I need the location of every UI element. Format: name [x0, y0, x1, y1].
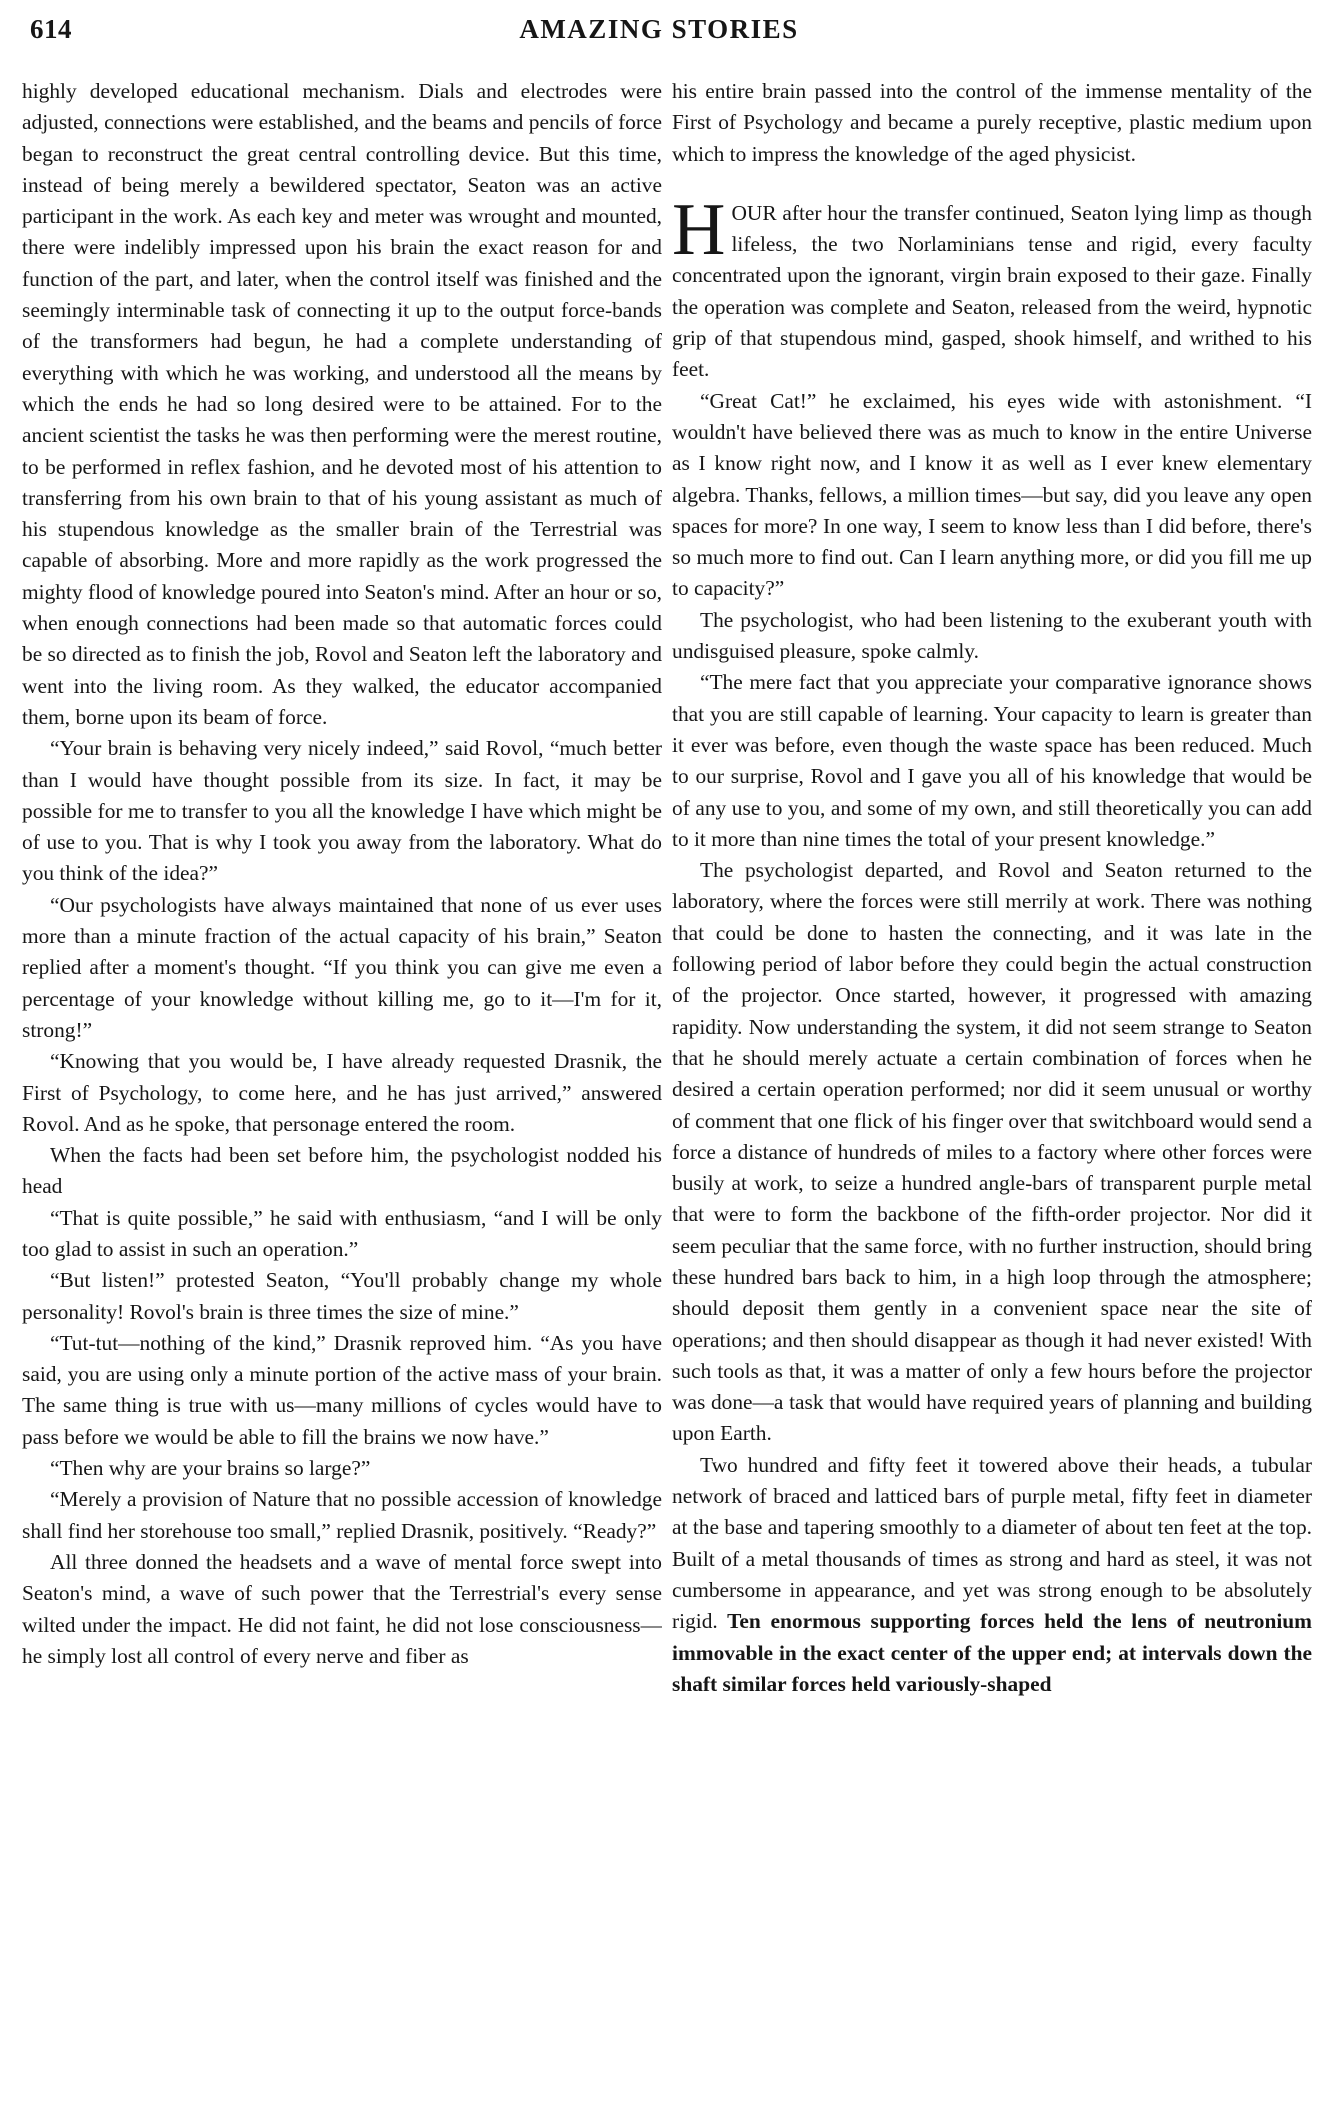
left-column	[22, 76, 662, 2098]
closing-text: Two hundred and fifty feet it towered above their heads, a tubular network of braced and latticed bars of purple metal, fifty feet in diameter at the base and tapering smoothly to a diameter of about ten feet at the top. Built of a metal thousands of times as strong and hard as steel, it was not cumbersome in appearance, and yet was strong enough to be absolutely rigid.	[672, 1452, 1312, 1634]
paragraph: “That is quite possible,” he said with enthusiasm, “and I will be only too glad to assist in such an operation.”	[22, 1205, 662, 1261]
paragraph: “Your brain is behaving very nicely indeed,” said Rovol, “much better than I would have thought possible from its size. In fact, it may be possible for me to transfer to you all the knowledge I have which might be of use to you. That is why I took you away from the laboratory. What do you think of the idea?”	[22, 736, 662, 886]
closing-paragraph	[672, 1450, 1312, 1700]
paragraph: The psychologist departed, and Rovol and Seaton returned to the laboratory, where the forces were still merrily at work. There was nothing that could be done to hasten the connecting, and it was late in the following period of labor before they could begin the actual construction of the projector. Once started, however, it progressed with amazing rapidity. Now understanding the system, it did not seem strange to Seaton that he should merely actuate a certain combination of forces when he desired a certain operation performed; nor did it seem unusual or worthy of comment that one flick of his finger over that switchboard would send a force a distance of hundreds of miles to a factory where other forces were busily at work, to seize a hundred angle-bars of transparent purple metal that were to form the backbone of the fifth-order projector. Nor did it seem peculiar that the same force, with no further instruction, should bring these hundred bars back to him, in a high loop through the atmosphere; should deposit them gently in a convenient space near the site of operations; and then should disappear as though it had never existed! With such tools as that, it was a matter of only a few hours before the projector was done—a task that would have required years of planning and building upon Earth.	[672, 858, 1312, 1446]
paragraph: his entire brain passed into the control of the immense mentality of the First of Psychology and became a purely receptive, plastic medium upon which to impress the knowledge of the aged physicist.	[672, 79, 1312, 166]
paragraph: “Merely a provision of Nature that no possible accession of knowledge shall find her storehouse too small,” replied Drasnik, positively. “Ready?”	[22, 1487, 662, 1543]
section-opening-text: OUR after hour the transfer continued, Seaton lying limp as though lifeless, the two Norlaminians tense and rigid, every faculty concentrated upon the ignorant, virgin brain exposed to their gaze. Finally the operation was complete and Seaton, released from the weird, hypnotic grip of that stupendous mind, gasped, shook himself, and writhed to his feet.	[672, 200, 1312, 382]
paragraph: “But listen!” protested Seaton, “You'll probably change my whole personality! Rovol's brain is three times the size of mine.”	[22, 1268, 662, 1324]
drop-cap: H	[672, 188, 726, 271]
paragraph: “Great Cat!” he exclaimed, his eyes wide with astonishment. “I wouldn't have believed there was as much to know in the entire Universe as I know right now, and I know it as well as I ever knew elementary algebra. Thanks, fellows, a million times—but say, did you leave any open spaces for more? In one way, I seem to know less than I did before, there's so much more to find out. Can I learn anything more, or did you fill me up to capacity?”	[672, 388, 1312, 601]
paragraph: When the facts had been set before him, the psychologist nodded his head	[22, 1143, 662, 1199]
paragraph: “Tut-tut—nothing of the kind,” Drasnik reproved him. “As you have said, you are using only a minute portion of the active mass of your brain. The same thing is true with us—many millions of cycles would have to pass before we would be able to fill the brains we now have.”	[22, 1330, 662, 1449]
paragraph: highly developed educational mechanism. Dials and electrodes were adjusted, connections were established, and the beams and pencils of force began to reconstruct the great central controlling device. But this time, instead of being merely a bewildered spectator, Seaton was an active participant in the work. As each key and meter was wrought and mounted, there were indelibly impressed upon his brain the exact reason for and function of the part, and later, when the control itself was finished and the seemingly interminable task of connecting it up to the output force-bands of the transformers had begun, he had a complete understanding of everything with which he was working, and understood all the means by which the ends he had so long desired were to be attained. For to the ancient scientist the tasks he was then performing were the merest routine, to be performed in reflex fashion, and he devoted most of his attention to transferring from his own brain to that of his young assistant as much of his stupendous knowledge as the smaller brain of the Terrestrial was capable of absorbing. More and more rapidly as the work progressed the mighty flood of knowledge poured into Seaton's mind. After an hour or so, when enough connections had been made so that automatic forces could be so directed as to finish the job, Rovol and Seaton left the laboratory and went into the living room. As they walked, the educator accompanied them, borne upon its beam of force.	[22, 79, 662, 729]
page-number: 614	[30, 14, 72, 44]
paragraph: All three donned the headsets and a wave of mental force swept into Seaton's mind, a wave of such power that the Terrestrial's every sense wilted under the impact. He did not faint, he did not lose consciousness—he simply lost all control of every nerve and fiber as	[22, 1549, 662, 1668]
closing-bold-text: Ten enormous supporting forces held the lens of neutronium immovable in the exact center of the upper end; at intervals down the shaft similar forces held variously-shaped	[672, 1609, 1312, 1696]
page-header	[24, 14, 1294, 54]
paragraph: “The mere fact that you appreciate your comparative ignorance shows that you are still capable of learning. Your capacity to learn is greater than it ever was before, even though the waste space has been reduced. Much to our surprise, Rovol and I gave you all of his knowledge that would be of any use to you, and some of my own, and still theoretically you can add to it more than nine times the total of your present knowledge.”	[672, 670, 1312, 851]
running-title: AMAZING STORIES	[519, 14, 799, 44]
section-opening-paragraph	[672, 188, 1312, 386]
paragraph: “Then why are your brains so large?”	[50, 1456, 371, 1481]
paragraph: The psychologist, who had been listening to the exuberant youth with undisguised pleasure, spoke calmly.	[672, 607, 1312, 664]
right-column	[672, 76, 1312, 2098]
paragraph: “Knowing that you would be, I have already requested Drasnik, the First of Psychology, to come here, and he has just arrived,” answered Rovol. And as he spoke, that personage entered the room.	[22, 1049, 662, 1136]
paragraph: “Our psychologists have always maintained that none of us ever uses more than a minute fraction of the actual capacity of his brain,” Seaton replied after a moment's thought. “If you think you can give me even a percentage of your knowledge without killing me, go to it—I'm for it, strong!”	[22, 892, 662, 1042]
